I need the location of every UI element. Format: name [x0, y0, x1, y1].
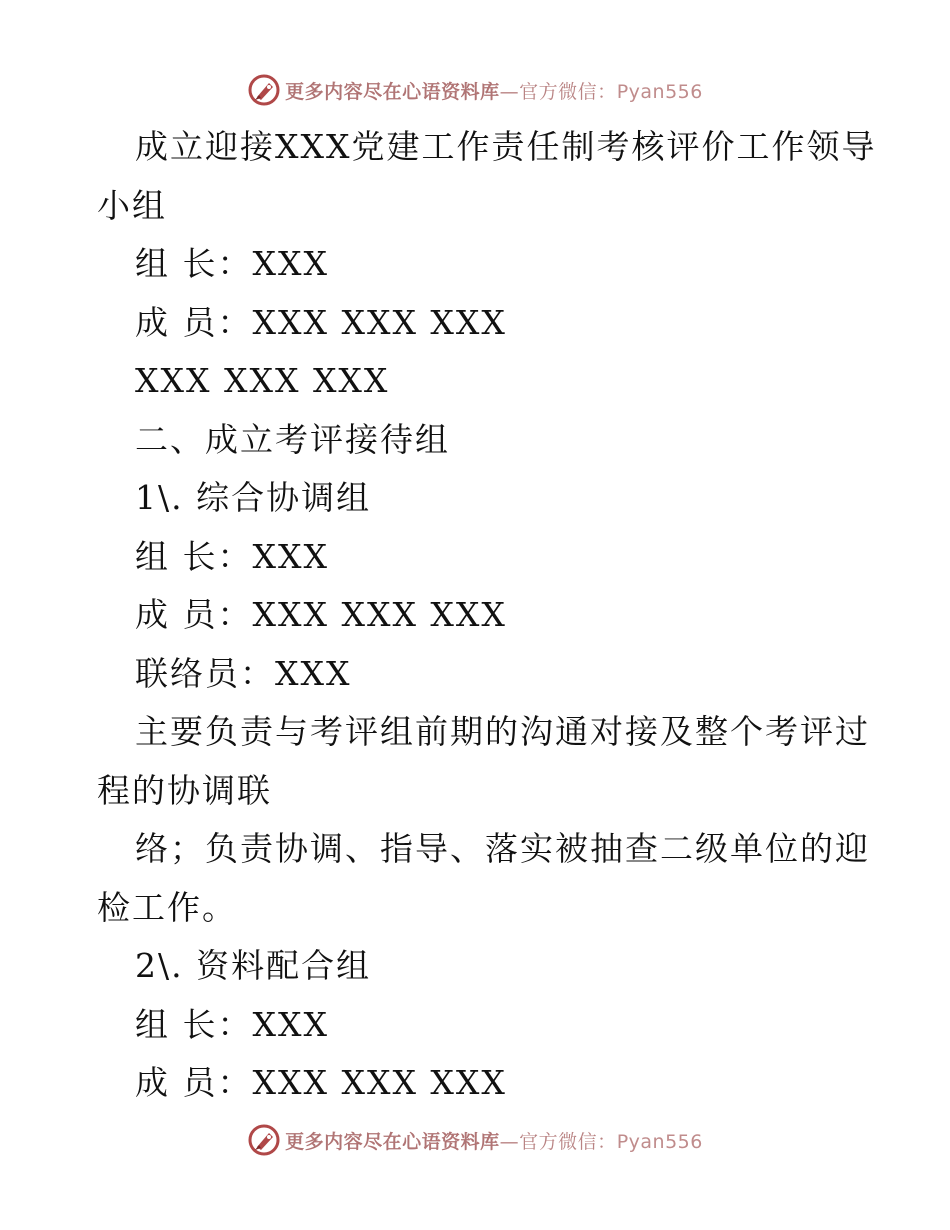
footer-watermark — [0, 1120, 950, 1160]
doc-line-10: 联络员：XXX — [135, 653, 352, 693]
watermark-text — [285, 1127, 703, 1154]
subsection-heading-1: 1\. 综合协调组 — [135, 478, 372, 517]
doc-line-11: 主要负责与考评组前期的沟通对接及整个考评过 — [135, 712, 870, 751]
doc-line-3: 组 长：XXX — [135, 244, 329, 283]
watermark-separator: — — [499, 1130, 520, 1153]
doc-line-9: 成 员：XXX XXX XXX — [135, 595, 507, 634]
doc-line-14: 检工作。 — [97, 887, 237, 927]
watermark-separator: — — [499, 80, 520, 103]
doc-line-1: 成立迎接XXX党建工作责任制考核评价工作领导 — [135, 127, 877, 166]
doc-line-8: 组 长：XXX — [135, 536, 329, 576]
watermark-wechat-id: Pyan556 — [616, 1130, 703, 1153]
watermark-official-label: 官方微信： — [519, 80, 617, 103]
pen-nib-logo-icon — [247, 73, 281, 107]
document-body — [97, 118, 877, 1113]
doc-line-12: 程的协调联 — [97, 770, 272, 810]
watermark-brand: 更多内容尽在心语资料库 — [285, 1130, 500, 1153]
watermark-text — [285, 77, 703, 104]
subsection-heading-2: 2\. 资料配合组 — [135, 946, 372, 985]
doc-line-13: 络；负责协调、指导、落实被抽查二级单位的迎 — [135, 829, 870, 868]
pen-nib-logo-icon — [247, 1123, 281, 1157]
doc-line-4: 成 员：XXX XXX XXX — [135, 302, 507, 342]
doc-line-16: 组 长：XXX — [135, 1004, 329, 1044]
doc-line-5: XXX XXX XXX — [135, 361, 390, 400]
watermark-wechat-id: Pyan556 — [616, 80, 703, 103]
watermark-official-label: 官方微信： — [519, 1130, 617, 1153]
section-heading-2: 二、成立考评接待组 — [135, 419, 450, 459]
doc-line-17: 成 员：XXX XXX XXX — [135, 1063, 507, 1102]
header-watermark — [0, 70, 950, 110]
doc-line-2: 小组 — [97, 185, 167, 225]
watermark-brand: 更多内容尽在心语资料库 — [285, 80, 500, 103]
